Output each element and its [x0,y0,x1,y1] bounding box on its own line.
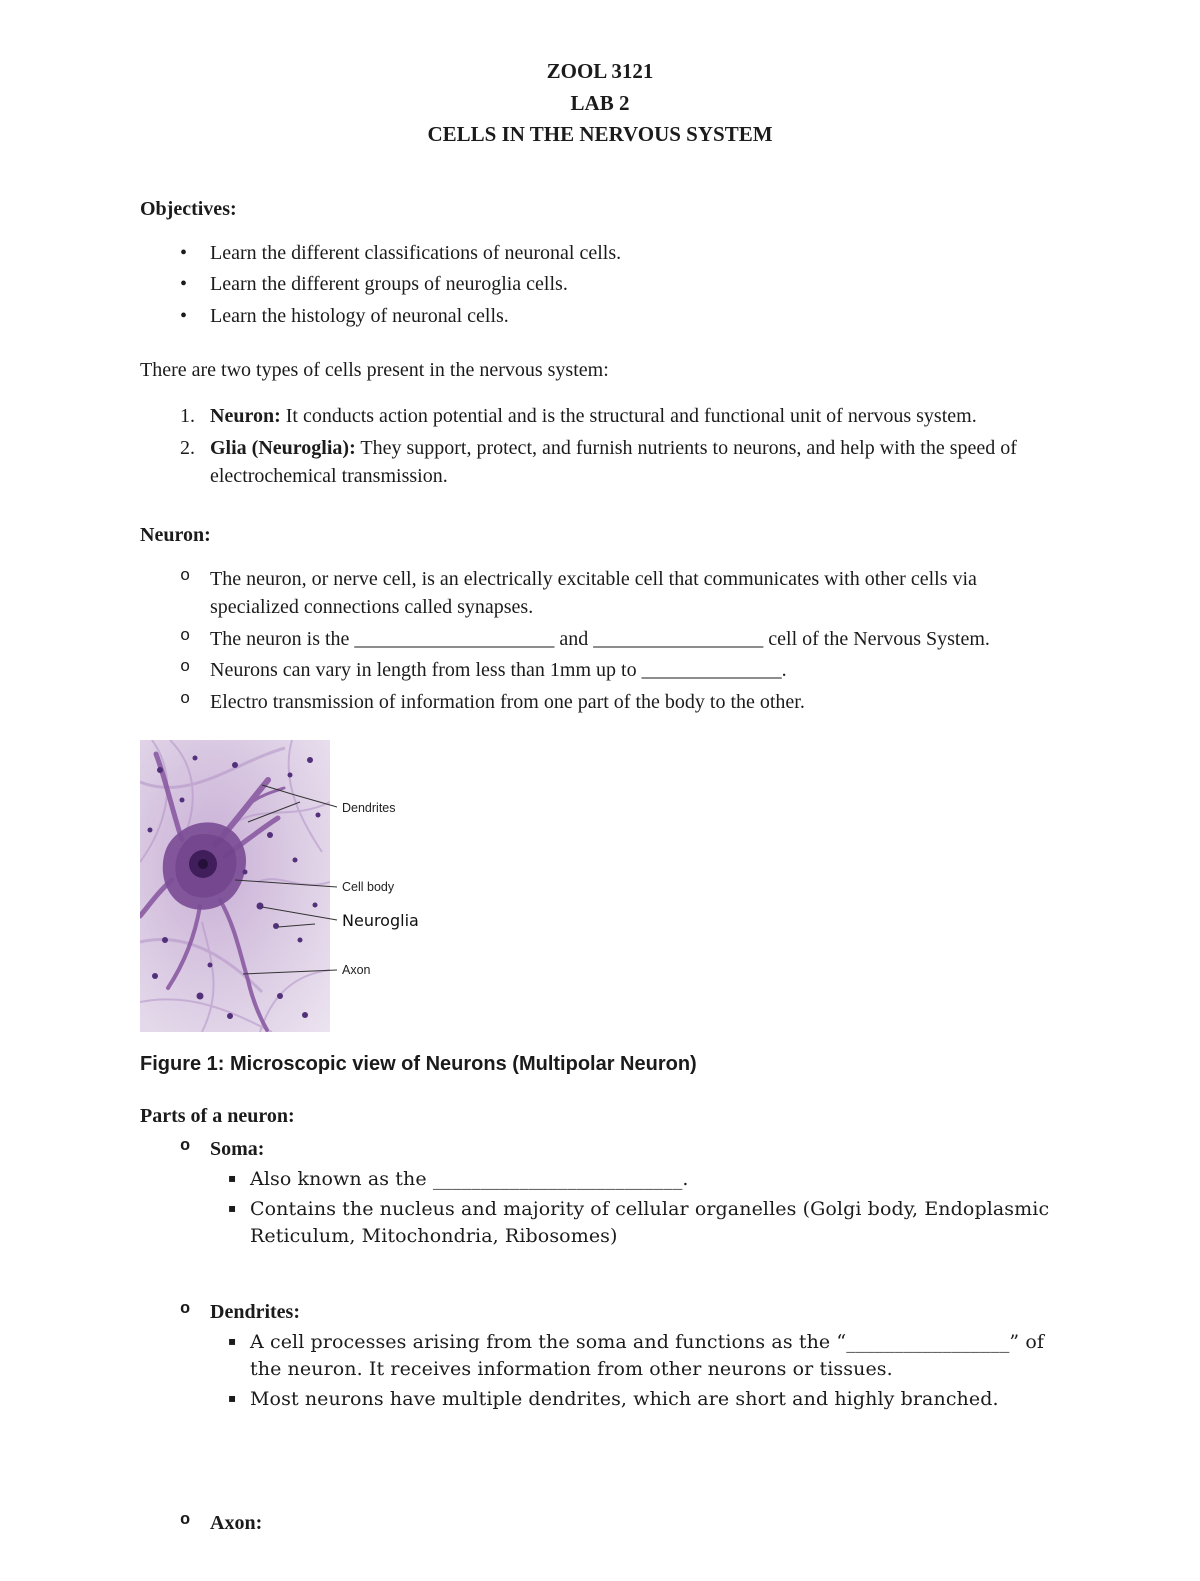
circle-bullet-icon: o [180,689,191,709]
bullet-icon: • [180,273,188,296]
neuron-heading-term: Neuron [140,523,205,546]
document-title [140,56,1060,151]
cell-types-list [140,402,1060,490]
list-item [140,434,1060,491]
square-bullet-icon: ▪ [228,1171,237,1186]
part-term-axon: Axon: [210,1512,263,1535]
neuron-heading-colon: : [204,523,211,546]
list-item [140,1135,1060,1163]
circle-bullet-icon: o [180,1511,191,1531]
neuron-point-text: The neuron, or nerve cell, is an electrically excitable cell that communicates with other cells via specialized connections called synapses. [210,568,977,619]
cell-type-text [210,402,1060,430]
lab-title: CELLS IN THE NERVOUS SYSTEM [427,122,773,146]
figure-caption: Figure 1: Microscopic view of Neurons (Multipolar Neuron) [140,1052,697,1075]
list-number: 1. [180,405,195,428]
circle-bullet-icon: o [180,567,191,587]
parts-heading: Parts of a neuron: [140,1105,295,1128]
list-item [140,1329,1060,1383]
neuron-micrograph-image [140,740,330,1032]
figure-label-neuroglia: Neuroglia [342,910,419,930]
list-item [140,656,1060,684]
course-code: ZOOL 3121 [546,59,654,83]
figure-label-axon: Axon [342,962,371,977]
part-term-soma: Soma: [210,1137,265,1160]
list-item [140,1298,1060,1326]
cell-type-desc: They support, protect, and furnish nutrients to neurons, and help with the speed of electrochemical transmission. [210,436,1017,488]
square-bullet-icon: ▪ [228,1334,237,1349]
figure-label-cell-body: Cell body [342,879,395,894]
circle-bullet-icon: o [180,626,191,646]
list-item [140,625,1060,653]
cell-type-term: Glia (Neuroglia): [210,436,356,459]
objectives-heading: Objectives: [140,197,237,220]
bullet-icon: • [180,304,188,327]
list-item [140,302,1060,330]
objective-text: Learn the different groups of neuroglia cells. [210,273,568,296]
list-item [140,1166,1060,1193]
neuron-figure [140,740,580,1032]
objectives-list [140,239,1060,330]
list-item [140,688,1060,716]
figure-label-dendrites: Dendrites [342,800,396,815]
cell-type-text [210,434,1060,491]
part-subitem-text: Most neurons have multiple dendrites, which are short and highly branched. [250,1388,999,1411]
neuron-point-text: The neuron is the ____________________ and _________________ cell of the Nervous System. [210,627,990,650]
lab-number: LAB 2 [570,90,630,115]
objective-text: Learn the histology of neuronal cells. [210,304,509,327]
circle-bullet-icon: o [180,658,191,678]
square-bullet-icon: ▪ [228,1201,237,1216]
neuron-heading [140,521,1060,549]
list-item [140,270,1060,298]
neuron-point-text: Neurons can vary in length from less than 1mm up to ______________. [210,659,787,682]
list-number: 2. [180,436,195,459]
circle-bullet-icon: o [180,1136,191,1156]
neuron-point-text: Electro transmission of information from one part of the body to the other. [210,690,805,713]
bullet-icon: • [180,241,188,264]
cell-type-desc: It conducts action potential and is the structural and functional unit of nervous system. [280,405,977,428]
part-subitem-text: A cell processes arising from the soma and functions as the “_________________” of the neuron. It receives information from other neurons or tissues. [250,1331,1045,1381]
part-subitem-text: Also known as the __________________________. [250,1168,689,1191]
list-item [140,1509,1060,1537]
objective-text: Learn the different classifications of neuronal cells. [210,241,622,264]
list-item [140,1386,1060,1413]
list-item [140,565,1060,622]
part-term-dendrites: Dendrites: [210,1301,300,1324]
list-item [140,1196,1060,1250]
neuron-points-list [140,565,1060,716]
parts-list [140,1135,1060,1538]
square-bullet-icon: ▪ [228,1391,237,1406]
cell-type-term: Neuron: [210,405,281,428]
circle-bullet-icon: o [180,1300,191,1320]
list-item [140,239,1060,267]
list-item [140,402,1060,430]
intro-paragraph: There are two types of cells present in the nervous system: [140,359,609,382]
part-subitem-text: Contains the nucleus and majority of cellular organelles (Golgi body, Endoplasmic Reticulum, Mitochondria, Ribosomes) [250,1198,1050,1248]
